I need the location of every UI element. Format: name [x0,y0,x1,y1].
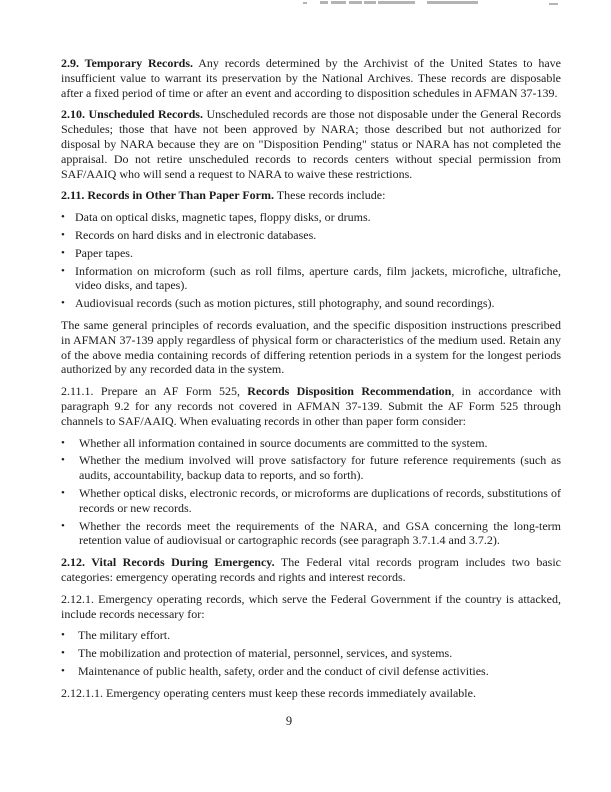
list-item-text: Paper tapes. [75,245,133,260]
paragraph-text: Unscheduled records are those not disposable under the General Records Schedules; those that have not been approved by NARA; those described but not authorized for disposal by NARA because they are on "Disposition Pending" status or NARA has not completed the appraisal. Do not retire unscheduled records to records centers without special permission from SAF/AAIQ who will send a request to NARA to waive these restrictions. [61,107,561,181]
scan-artifact-mark [303,2,307,4]
paragraph-2-10 [61,107,561,181]
list-item-text: Records on hard disks and in electronic databases. [75,227,317,242]
page-number: 9 [285,714,293,728]
list-item-text: Whether all information contained in source documents are committed to the system. [79,435,488,450]
list-item [61,453,561,483]
scan-artifact-mark [378,1,415,4]
list-item [61,246,561,261]
list-item-text: Information on microform (such as roll films, aperture cards, film jackets, microfiche, ultrafiche, video disks, and tapes). [75,263,561,293]
bullet-icon: • [61,664,65,677]
paragraph-text: , in accordance with paragraph 9.2 for any records not covered in AFMAN 37-139. Submit the AF Form 525 through channels to SAF/AAIQ. When evaluating records in other than paper form consider: [61,384,561,428]
scan-artifact-mark [549,3,558,5]
paragraph-lead: 2.10. Unscheduled Records. [61,107,203,122]
paragraph-text: Any records determined by the Archivist of the United States to have insufficient value to warrant its preservation by the National Archives. These records are disposable after a fixed period of time or after an event and according to disposition schedules in AFMAN 37-139. [61,56,561,100]
media-list [61,210,561,311]
bullet-icon: • [61,297,65,310]
paragraph-lead: 2.11. Records in Other Than Paper Form. [61,188,274,203]
scan-artifact-mark [349,1,362,4]
bullet-icon: • [61,246,65,259]
paragraph-general-principles: The same general principles of records evaluation, and the specific disposition instructions prescribed in AFMAN 37-139 apply regardless of physical form or characteristics of the medium used. Retain any of the above media containing records of differing retention periods in a system for the longest periods authorized by any recorded data in the system. [61,317,561,377]
paragraph-2-11 [61,188,561,203]
list-item-text: The military effort. [78,628,171,643]
paragraph-2-12 [61,555,561,585]
paragraph-lead: 2.9. Temporary Records. [61,56,193,70]
list-item-text: Audiovisual records (such as motion pictures, still photography, and sound recordings). [75,296,495,311]
consider-list [61,436,561,549]
paragraph-text: The Federal vital records program includes two basic categories: emergency operating records and rights and interest records. [61,555,561,584]
list-item [61,519,561,549]
document-body [61,56,561,707]
bullet-icon: • [61,264,65,277]
paragraph-2-12-1-1: 2.12.1.1. Emergency operating centers must keep these records immediately available. [61,685,476,700]
paragraph-2-9 [61,56,561,100]
scan-artifact-mark [364,1,376,4]
list-item [61,296,561,311]
list-item-text: Data on optical disks, magnetic tapes, floppy disks, or drums. [75,210,371,225]
bullet-icon: • [61,211,65,224]
bullet-icon: • [61,519,65,532]
paragraph-2-12-1: 2.12.1. Emergency operating records, which serve the Federal Government if the country is attacked, include records necessary for: [61,591,561,621]
paragraph-text: These records include: [276,188,386,203]
bullet-icon: • [61,647,65,660]
list-item [61,436,561,451]
bullet-icon: • [61,486,65,499]
scan-artifact-mark [427,1,478,4]
list-item [61,628,561,643]
list-item-text: Whether the records meet the requirements of the NARA, and GSA concerning the long-term retention value of audiovisual or cartographic records (see paragraph 3.7.1.4 and 3.7.2). [79,518,561,548]
paragraph-lead: 2.12. Vital Records During Emergency. [61,555,275,570]
list-item [61,264,561,294]
bullet-icon: • [61,629,65,642]
list-item-text: Whether the medium involved will prove satisfactory for future reference requirements (such as audits, accountability, backup data to reports, and so forth). [79,453,561,483]
list-item [61,646,561,661]
list-item-text: The mobilization and protection of material, personnel, services, and systems. [78,646,453,661]
list-item-text: Maintenance of public health, safety, order and the conduct of civil defense activities. [78,663,489,678]
emergency-list [61,628,561,678]
paragraph-2-11-1 [61,384,561,428]
list-item [61,486,561,516]
list-item-text: Whether optical disks, electronic records, or microforms are duplications of records, substitutions of records or new records. [79,485,561,515]
paragraph-text: 2.11.1. Prepare an AF Form 525, [61,384,248,399]
bullet-icon: • [61,436,65,449]
list-item [61,228,561,243]
scan-artifact-mark [320,1,328,4]
scan-artifact-mark [331,1,346,4]
list-item [61,664,561,679]
bullet-icon: • [61,454,65,467]
bullet-icon: • [61,228,65,241]
form-title-bold: Records Disposition Recommendation [247,384,452,399]
list-item [61,210,561,225]
